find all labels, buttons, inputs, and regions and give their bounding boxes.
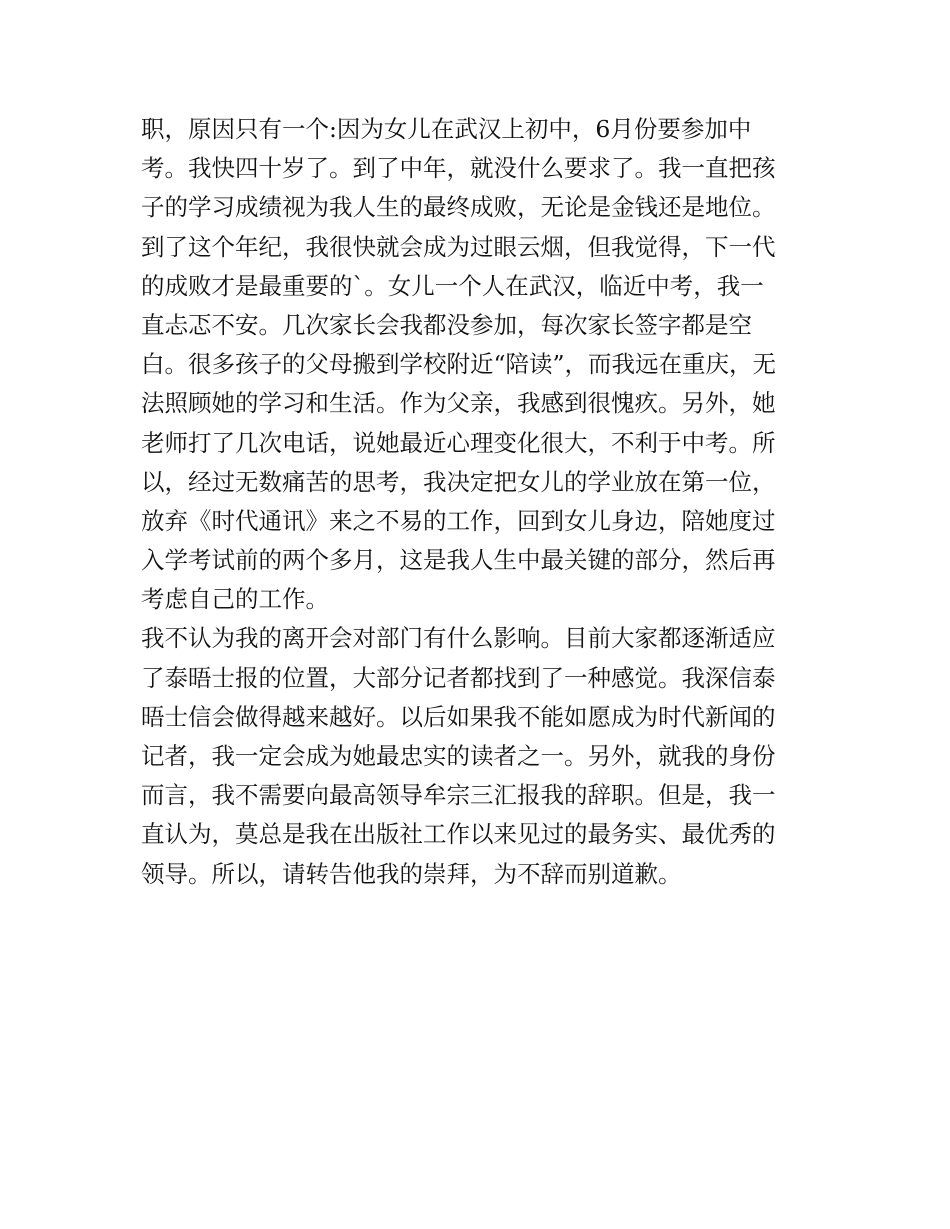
text-line: 入学考试前的两个多月，这是我人生中最关键的部分，然后再	[141, 546, 776, 575]
text-line: 考虑自己的工作。	[141, 585, 329, 614]
text-line: 子的学习成绩视为我人生的最终成败，无论是金钱还是地位。	[141, 193, 776, 222]
text-line: 以，经过无数痛苦的思考，我决定把女儿的学业放在第一位，	[141, 467, 776, 496]
text-line: 的成败才是最重要的`。女儿一个人在武汉，临近中考，我一	[141, 271, 764, 300]
document-body	[141, 110, 821, 894]
paragraph-1	[141, 110, 821, 619]
text-line: 老师打了几次电话，说她最近心理变化很大，不利于中考。所	[141, 428, 776, 457]
text-line: 法照顾她的学习和生活。作为父亲，我感到很愧疚。另外，她	[141, 389, 776, 418]
text-line: 我不认为我的离开会对部门有什么影响。目前大家都逐渐适应	[141, 624, 776, 653]
text-line: 职，原因只有一个:因为女儿在武汉上初中，6月份要参加中	[141, 115, 752, 143]
text-line: 直忐忑不安。几次家长会我都没参加，每次家长签字都是空	[141, 310, 752, 339]
text-line: 白。很多孩子的父母搬到学校附近“陪读”，而我远在重庆，无	[141, 350, 777, 379]
text-line: 晤士信会做得越来越好。以后如果我不能如愿成为时代新闻的	[141, 702, 776, 731]
text-line: 了泰晤士报的位置，大部分记者都找到了一种感觉。我深信泰	[141, 663, 776, 692]
text-line: 放弃《时代通讯》来之不易的工作，回到女儿身边，陪她度过	[141, 506, 776, 535]
text-line: 直认为，莫总是我在出版社工作以来见过的最务实、最优秀的	[141, 820, 776, 849]
text-line: 领导。所以，请转告他我的崇拜，为不辞而别道歉。	[141, 859, 682, 888]
text-line: 而言，我不需要向最高领导牟宗三汇报我的辞职。但是，我一	[141, 781, 776, 810]
text-line: 记者，我一定会成为她最忠实的读者之一。另外，就我的身份	[141, 742, 776, 770]
text-line: 到了这个年纪，我很快就会成为过眼云烟，但我觉得，下一代	[141, 232, 776, 261]
paragraph-2	[141, 619, 821, 893]
text-line: 考。我快四十岁了。到了中年，就没什么要求了。我一直把孩	[141, 154, 776, 183]
